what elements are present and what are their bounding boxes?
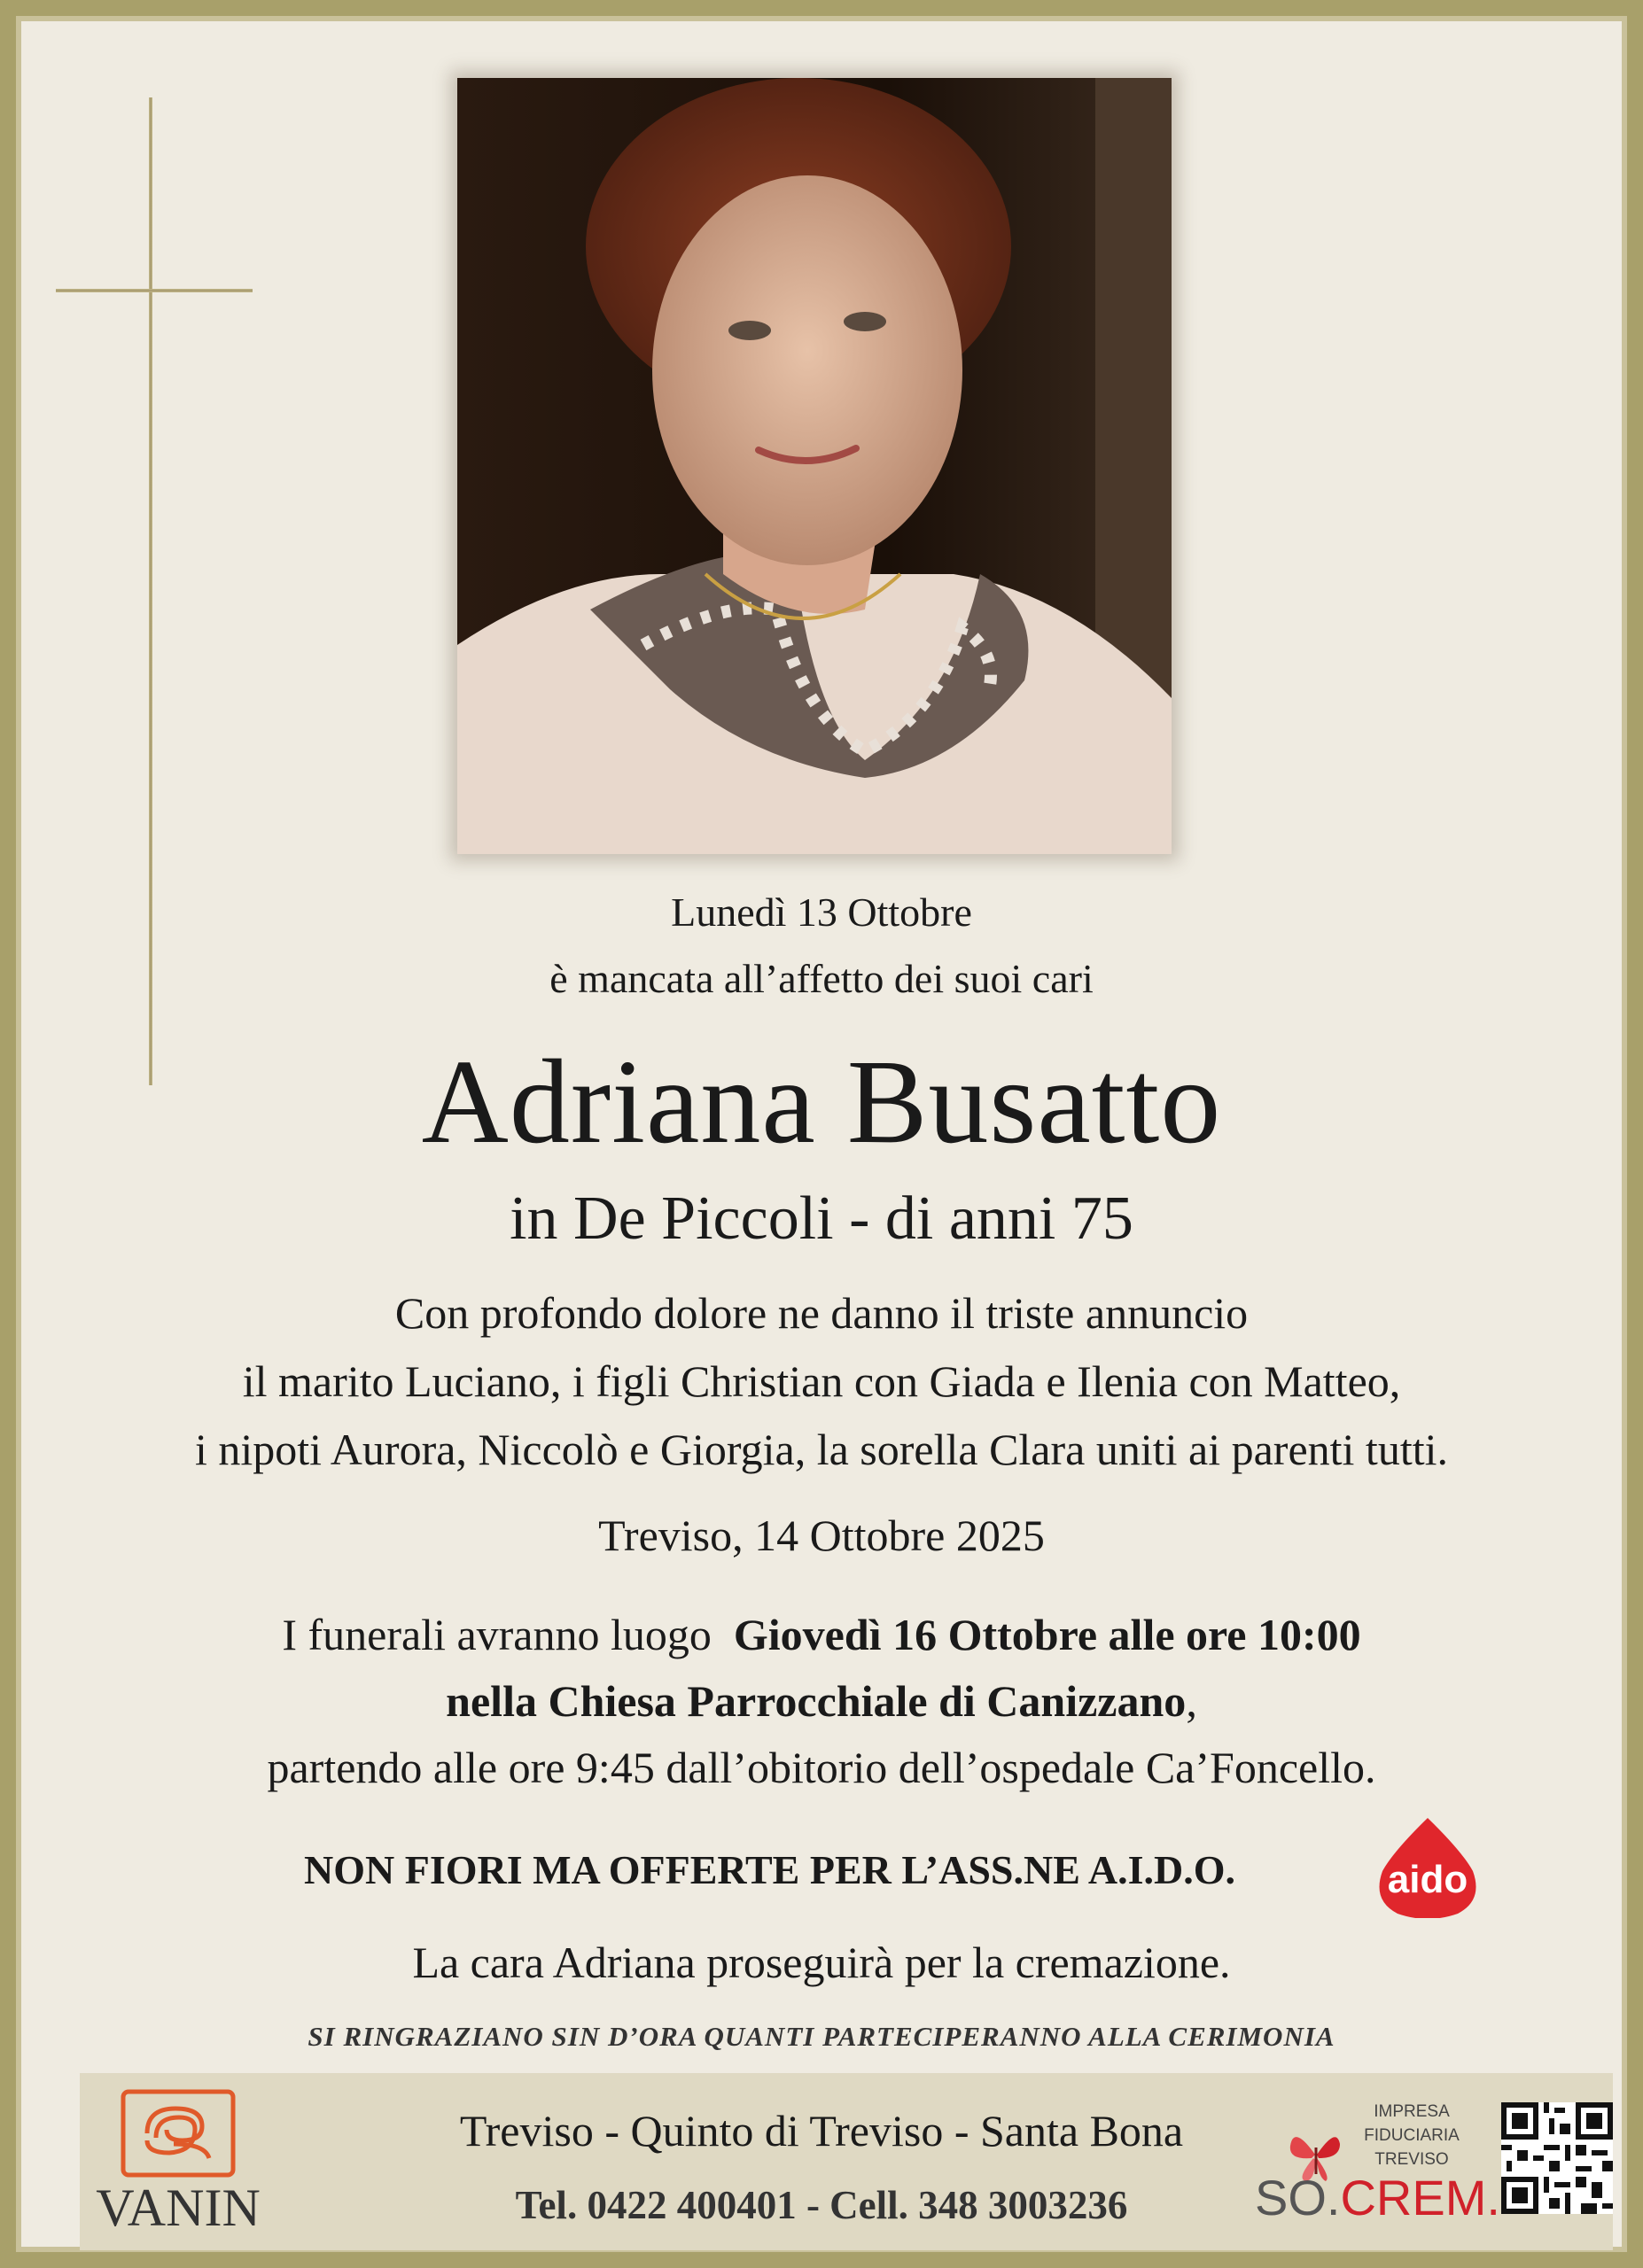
funeral-line-2 [16, 1675, 1627, 1727]
socrem-caption-line: IMPRESA [1374, 2102, 1450, 2121]
passing-phrase: è mancata all’affetto dei suoi cari [549, 956, 1094, 1001]
portrait-photo [457, 78, 1172, 854]
death-date: Lunedì 13 Ottobre [671, 889, 972, 935]
aido-logo-text: aido [1387, 1858, 1468, 1901]
footer-cities: Treviso - Quinto di Treviso - Santa Bona [459, 2106, 1184, 2155]
funeral-church-punct: , [1186, 1676, 1197, 1726]
footer-phones: Tel. 0422 400401 - Cell. 348 3003236 [515, 2183, 1128, 2227]
socrem-logo-part1: SO. [1255, 2170, 1341, 2225]
announcement-line: il marito Luciano, i figli Christian con Giada e Ilenia con Matteo, [242, 1356, 1401, 1406]
announcement-line: Con profondo dolore ne danno il triste annuncio [394, 1288, 1249, 1338]
funeral-datetime: Giovedì 16 Ottobre alle ore 10:00 [733, 1610, 1361, 1659]
deceased-name: Adriana Busatto [421, 1036, 1222, 1169]
funeral-intro: I funerali avranno luogo [282, 1610, 712, 1659]
socrem-caption [1354, 2100, 1469, 2171]
aido-logo [1374, 1816, 1482, 1918]
socrem-caption-line: TREVISO [1374, 2150, 1449, 2169]
funeral-line-1 [16, 1609, 1627, 1660]
donation-request: NON FIORI MA OFFERTE PER L’ASS.NE A.I.D.O. [304, 1847, 1235, 1892]
thanks-note: SI RINGRAZIANO SIN D’ORA QUANTI PARTECIPERANNO ALLA CERIMONIA [308, 2021, 1335, 2052]
funeral-church: nella Chiesa Parrocchiale di Canizzano [446, 1676, 1187, 1726]
funeral-departure: partendo alle ore 9:45 dall’obitorio dell’ospedale Ca’Foncello. [267, 1743, 1376, 1792]
qr-code-icon[interactable] [1501, 2102, 1613, 2214]
cross-horizontal-bar [56, 289, 253, 292]
cremation-note: La cara Adriana proseguirà per la cremazione. [412, 1938, 1231, 1987]
socrem-logo [1255, 2169, 1500, 2226]
cross-vertical-bar [149, 97, 152, 1085]
vanin-brand: VANIN [96, 2179, 261, 2237]
deceased-subtitle: in De Piccoli - di anni 75 [510, 1184, 1133, 1253]
socrem-logo-part2: CREM. [1340, 2170, 1500, 2225]
place-and-date: Treviso, 14 Ottobre 2025 [598, 1511, 1045, 1560]
announcement-line: i nipoti Aurora, Niccolò e Giorgia, la sorella Clara uniti ai parenti tutti. [195, 1425, 1448, 1474]
socrem-caption-line: FIDUCIARIA [1364, 2126, 1460, 2145]
